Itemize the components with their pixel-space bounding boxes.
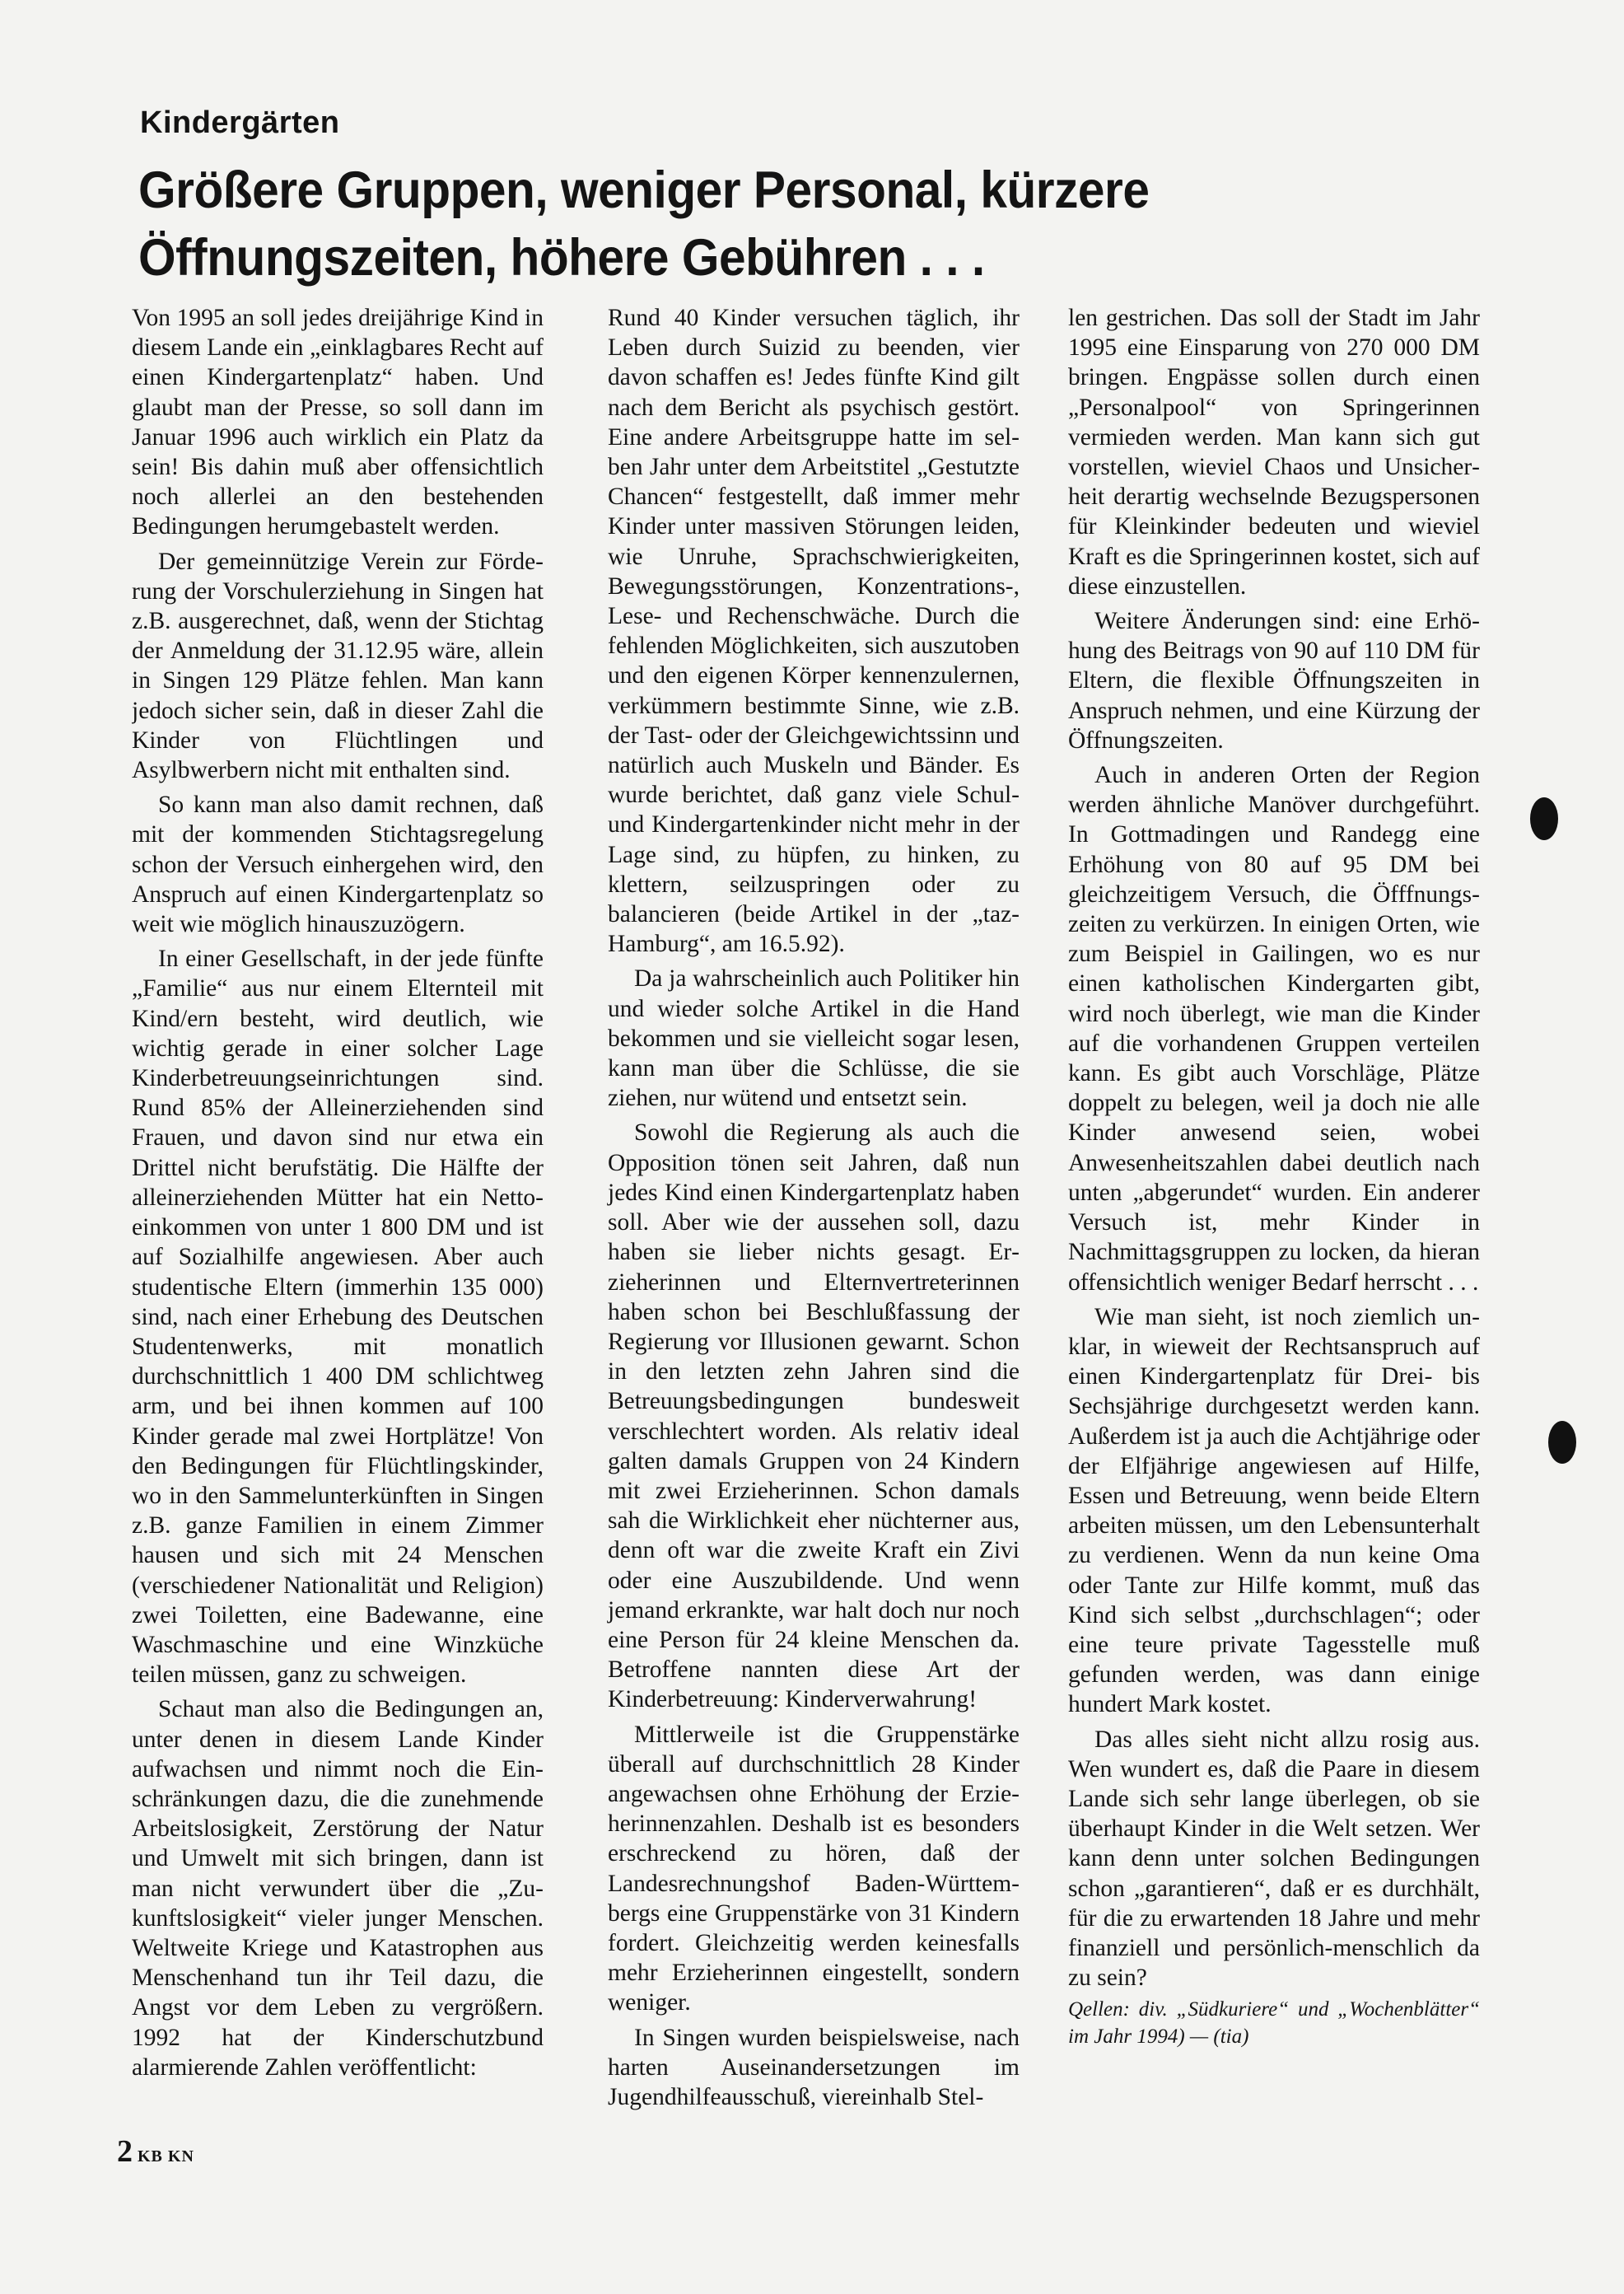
article-body: [132, 303, 1532, 2264]
paragraph: Weitere Änderungen sind: eine Erhöhung des Beitrags von 90 auf 110 DM für Eltern, die flexible Öffnungszeiten in Anspruch nehmen, und eine Kürzung der Öffnungszeiten.: [1068, 608, 1480, 754]
paragraph: Schaut man also die Bedingungen an, unter denen in diesem Lande Kinder aufwachsen und nimmt noch die Einschränkungen dazu, die die zunehmende Arbeitslosigkeit, Zerstörung der Natur und Umwelt mit sich bringen, dann ist man nicht verwundert über die „Zukunftslosigkeit“ vieler junger Menschen. Weltweite Kriege und Katastrophen aus Menschenhand tun ihr Teil dazu, die Angst vor dem Leben zu vergrößern. 1992 hat der Kinderschutzbund alarmierende Zahlen veröffentlicht:: [132, 1696, 544, 2081]
paragraph: Da ja wahrscheinlich auch Politiker hin und wieder solche Artikel in die Hand bekommen und sie vielleicht sogar lesen, kann man über die Schlüsse, die sie ziehen, nur wütend und entsetzt sein.: [608, 965, 1020, 1112]
paragraph: Von 1995 an soll jedes dreijährige Kind in diesem Lande ein „einklagbares Recht auf einen Kindergartenplatz“ haben. Und glaubt man der Presse, so soll dann im Januar 1996 auch wirklich ein Platz da sein! Bis dahin muß aber offensichtlich noch allerlei an den bestehenden Bedingungen herumgebastelt werden.: [132, 305, 544, 540]
column-3: [1068, 303, 1480, 2050]
paragraph: So kann man also damit rechnen, daß mit der kommenden Stichtagsregelung schon der Versuch einhergehen wird, den Anspruch auf einen Kindergartenplatz so weit wie möglich hinauszuzögern.: [132, 792, 544, 938]
column-2: [608, 303, 1020, 2112]
paragraph: Rund 40 Kinder versuchen täglich, ihr Leben durch Suizid zu beenden, vier davon schaffen es! Jedes fünfte Kind gilt nach dem Bericht als psychisch gestört. Eine andere Arbeitsgruppe hatte im selben Jahr unter dem Arbeitstitel „Gestutzte Chancen“ festgestellt, daß immer mehr Kinder unter massiven Störungen leiden, wie Unruhe, Sprachschwierigkeiten, Bewegungsstörungen, Konzentrations-, Lese- und Rechenschwäche. Durch die fehlenden Möglichkeiten, sich auszutoben und den eigenen Körper kennenzulernen, verkümmern bestimmte Sinne, wie z.B. der Tast- oder der Gleichgewichtssinn und natürlich auch Muskeln und Bänder. Es wurde berichtet, daß ganz viele Schul- und Kindergartenkinder nicht mehr in der Lage sind, zu hüpfen, zu hinken, zu klettern, seilzuspringen oder zu balancieren (beide Artikel in der „taz-Hamburg“, am 16.5.92).: [608, 305, 1020, 958]
article-headline: Größere Gruppen, weniger Personal, kürzere Öffnungszeiten, höhere Gebühren . . .: [138, 161, 1150, 287]
page-footer: [117, 2133, 194, 2170]
page-number: 2: [117, 2134, 133, 2169]
paragraph: Mittlerweile ist die Gruppenstärke überall auf durchschnittlich 28 Kinder angewachsen ohne Erhöhung der Erzieherinnenzahlen. Deshalb ist es besonders erschreckend zu hören, daß der Landesrechnungshof Baden-Württembergs eine Gruppenstärke von 31 Kindern fordert. Gleichzeitig werden keinesfalls mehr Erzieherinnen eingestellt, sondern weniger.: [608, 1721, 1020, 2016]
punch-hole-icon: [1548, 1421, 1576, 1464]
column-1: [132, 303, 544, 2082]
paragraph: Der gemeinnützige Verein zur Förderung der Vorschulerziehung in Singen hat z.B. ausgerechnet, daß, wenn der Stichtag der Anmeldung der 31.12.95 wäre, allein in Singen 129 Plätze fehlen. Man kann jedoch sicher sein, daß in dieser Zahl die Kinder von Flüchtlingen und Asylbwerbern nicht mit enthalten sind.: [132, 548, 544, 784]
paragraph: Sowohl die Regierung als auch die Opposition tönen seit Jahren, daß nun jedes Kind einen Kindergartenplatz haben soll. Aber wie der aussehen soll, dazu haben sie lieber nichts gesagt. Erzieherinnen und Elternvertreterinnen haben schon bei Beschlußfassung der Regierung vor Illusionen gewarnt. Schon in den letzten zehn Jahren sind die Betreuungsbedingungen bundesweit verschlechtert worden. Als relativ ideal galten damals Gruppen von 24 Kindern mit zwei Erzieherinnen. Schon damals sah die Wirklichkeit eher nüchterner aus, denn oft war die zweite Kraft ein Zivi oder eine Auszubildende. Und wenn jemand erkrankte, war halt doch nur noch eine Person für 24 kleine Menschen da. Betroffene nannten diese Art der Kinderbetreuung: Kinderverwahrung!: [608, 1119, 1020, 1713]
paragraph: Wie man sieht, ist noch ziemlich unklar, in wieweit der Rechtsanspruch auf einen Kindergartenplatz für Drei- bis Sechsjährige durchgesetzt werden kann. Außerdem ist ja auch die Achtjährige oder der Elfjährige angewiesen auf Hilfe, Essen und Betreuung, wenn beide Eltern arbeiten müssen, um den Lebensunterhalt zu verdienen. Wenn da nun keine Oma oder Tante zur Hilfe kommt, muß das Kind sich selbst „durchschlagen“; oder eine teure private Tagesstelle muß gefunden werden, was dann einige hundert Mark kostet.: [1068, 1303, 1480, 1718]
paragraph: Das alles sieht nicht allzu rosig aus. Wen wundert es, daß die Paare in diesem Lande sich sehr lange überlegen, ob sie überhaupt Kinder in die Welt setzen. Wer kann denn unter solchen Bedingungen schon „garantieren“, daß er es durchhält, für die zu erwartenden 18 Jahre und mehr finanziell und persönlich-menschlich da zu sein?: [1068, 1726, 1480, 1992]
paragraph: Auch in anderen Orten der Region werden ähnliche Manöver durchgeführt. In Gottmadingen und Randegg eine Erhöhung von 80 auf 95 DM bei gleichzeitigem Versuch, die Öfffnungszeiten zu verkürzen. In einigen Orten, wie zum Beispiel in Gailingen, wo es nur einen katholischen Kindergarten gibt, wird noch überlegt, wie man die Kinder auf die vorhandenen Gruppen verteilen kann. Es gibt auch Vorschläge, Plätze doppelt zu belegen, weil ja doch nie alle Kinder anwesend seien, wobei Anwesenheitszahlen dabei deutlich nach unten „abgerundet“ wurden. Ein anderer Versuch ist, mehr Kinder in Nachmittagsgruppen zu locken, da hieran offensichtlich weniger Bedarf herrscht . . .: [1068, 762, 1480, 1296]
paragraph: In einer Gesellschaft, in der jede fünfte „Familie“ aus nur einem Elternteil mit Kind/ern besteht, wird deutlich, wie wichtig gerade in einer solcher Lage Kinderbetreuungseinrichtungen sind. Rund 85% der Alleinerziehenden sind Frauen, und davon sind nur etwa ein Drittel nicht berufstätig. Die Hälfte der alleinerziehenden Mütter hat ein Nettoeinkommen von unter 1 800 DM und ist auf Sozialhilfe angewiesen. Aber auch studentische Eltern (immerhin 135 000) sind, nach einer Erhebung des Deutschen Studentenwerks, mit monatlich durchschnittlich 1 400 DM schlichtweg arm, und bei ihnen kommen auf 100 Kinder gerade mal zwei Hortplätze! Von den Bedingungen für Flüchtlingskinder, wo in den Sammelunterkünften in Singen z.B. ganze Familien in einem Zimmer hausen und sich mit 24 Menschen (verschiedener Nationalität und Religion) zwei Toiletten, eine Badewanne, eine Waschmaschine und eine Winzküche teilen müssen, ganz zu schweigen.: [132, 946, 544, 1689]
section-kicker: Kindergärten: [140, 105, 340, 140]
source-note: Qellen: div. „Südkuriere“ und „Wochenblätter“ im Jahr 1994) — (tia): [1068, 1998, 1480, 2049]
paragraph: len gestrichen. Das soll der Stadt im Jahr 1995 eine Einsparung von 270 000 DM bringen. Engpässe sollen durch einen „Personalpool“ von Springerinnen vermieden werden. Man kann sich gut vorstellen, wieviel Chaos und Unsicherheit derartig wechselnde Bezugspersonen für Kleinkinder bedeuten und wieviel Kraft es die Springerinnen kostet, sich auf diese einzustellen.: [1068, 305, 1480, 600]
publication-code: KB KN: [138, 2147, 194, 2166]
punch-hole-icon: [1530, 797, 1558, 840]
paragraph: In Singen wurden beispielsweise, nach harten Auseinandersetzungen im Jugendhilfeausschuß, viereinhalb Stel-: [608, 2024, 1020, 2110]
